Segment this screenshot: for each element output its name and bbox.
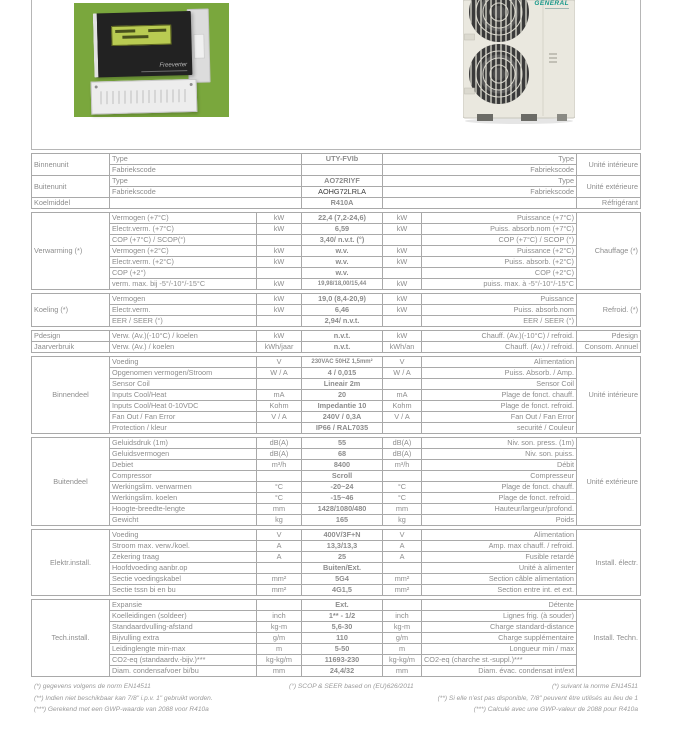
- row-value: Buiten/Ext.: [302, 563, 383, 574]
- row-unit-nl: V: [257, 530, 302, 541]
- row-label-fr: Diam. évac. condensat int/ext: [422, 666, 577, 677]
- section-label-fr: Refroid. (*): [577, 294, 641, 327]
- spec-block-identification: [31, 153, 641, 209]
- row-unit-fr: kW: [383, 305, 422, 316]
- row-label-nl: Hoogte-breedte-lengte: [110, 504, 257, 515]
- section-label-nl: Binnenunit: [32, 154, 110, 176]
- row-unit-nl: mm: [257, 666, 302, 677]
- vent-slots: [100, 89, 188, 104]
- row-label-fr: CO2-eq (charche st.-suppl.)***: [422, 655, 577, 666]
- spec-block-technical-install: [31, 599, 641, 677]
- row-value: -20~24: [302, 482, 383, 493]
- row-value: 6,46: [302, 305, 383, 316]
- footnote-text: (*) suivant la norme EN14511: [551, 683, 638, 690]
- row-label-fr: Longueur min / max: [422, 644, 577, 655]
- general-logo: GENERAL: [534, 0, 569, 7]
- row-unit-fr: kW: [383, 331, 422, 342]
- spec-tables: [31, 153, 641, 677]
- row-unit-fr: [383, 563, 422, 574]
- row-label-fr: Plage de fonct. chauff.: [422, 482, 577, 493]
- outdoor-unit-drawing: [463, 0, 575, 126]
- lcd-display: [111, 24, 172, 46]
- row-unit-fr: kg-m: [383, 622, 422, 633]
- section-label-nl: Buitendeel: [32, 438, 110, 526]
- row-label-fr: Lignes frig. (à souder): [422, 611, 577, 622]
- row-value: AO72RIYF: [302, 176, 383, 187]
- row-value: 110: [302, 633, 383, 644]
- controller-front-panel: [93, 11, 193, 78]
- freeverter-logo: Freeverter: [159, 62, 188, 69]
- row-value: 5G4: [302, 574, 383, 585]
- row-unit-nl: g/m: [257, 633, 302, 644]
- controller-device: [73, 1, 231, 119]
- sheet: [31, 0, 641, 716]
- row-value: UTY-FVIb: [302, 154, 383, 165]
- row-value: Scroll: [302, 471, 383, 482]
- footnote-text: (***) Calculé avec une GWP-valeur de 2088 pour R410a: [473, 706, 638, 713]
- spec-block-indoor-part: [31, 356, 641, 434]
- row-label-fr: Compresseur: [422, 471, 577, 482]
- row-value: [302, 165, 383, 176]
- row-unit-nl: m³/h: [257, 460, 302, 471]
- row-unit-fr: kW: [383, 294, 422, 305]
- row-value: 19,98/18,00/15,44: [302, 279, 383, 290]
- row-unit-fr: [383, 379, 422, 390]
- row-unit-fr: °C: [383, 493, 422, 504]
- row-label-fr: Niv. son. puiss.: [422, 449, 577, 460]
- row-label-fr: Amp. max chauff. / refroid.: [422, 541, 577, 552]
- row-unit-nl: kWh/jaar: [257, 342, 302, 353]
- row-label-fr: Plage de fonct. chauff.: [422, 390, 577, 401]
- row-label-fr: Puissance: [422, 294, 577, 305]
- row-unit-fr: °C: [383, 482, 422, 493]
- row-unit-fr: kWh/an: [383, 342, 422, 353]
- row-label-nl: Type: [110, 154, 302, 165]
- row-unit-fr: mm: [383, 666, 422, 677]
- section-label-fr: Install. Techn.: [577, 600, 641, 677]
- row-label-nl: EER / SEER (°): [110, 316, 257, 327]
- screw-icon: [95, 85, 98, 88]
- unit-foot: [521, 114, 537, 121]
- row-unit-nl: kW: [257, 279, 302, 290]
- row-unit-nl: [257, 563, 302, 574]
- footnote-row: [31, 693, 641, 705]
- row-unit-nl: °C: [257, 493, 302, 504]
- row-label-fr: EER / SEER (°): [422, 316, 577, 327]
- row-label-fr: Fan Out / Fan Error: [422, 412, 577, 423]
- section-label-fr: Unité extérieure: [577, 438, 641, 526]
- row-value: 22,4 (7,2-24,6): [302, 213, 383, 224]
- row-label-nl: Fabriekscode: [110, 187, 302, 198]
- footnotes: [31, 681, 641, 716]
- row-label-nl: Vermogen: [110, 294, 257, 305]
- row-unit-fr: kg: [383, 515, 422, 526]
- row-unit-nl: kW: [257, 331, 302, 342]
- row-value: Lineair 2m: [302, 379, 383, 390]
- row-label-fr: Section entre int. et ext.: [422, 585, 577, 596]
- row-unit-fr: [383, 423, 422, 434]
- row-value: 19,0 (8,4-20,9): [302, 294, 383, 305]
- row-value: w.v.: [302, 257, 383, 268]
- row-label-nl: Geluidsdruk (1m): [110, 438, 257, 449]
- row-value: AOHG72LRLA: [302, 187, 383, 198]
- row-label-nl: Voeding: [110, 530, 257, 541]
- row-label-fr: Chauff. (Av.)(-10°C) / refroid.: [422, 331, 577, 342]
- row-label-nl: Fan Out / Fan Error: [110, 412, 257, 423]
- section-label-nl: Jaarverbruik: [32, 342, 110, 353]
- row-label-fr: puiss. max. à -5°/-10°/-15°C: [422, 279, 577, 290]
- row-unit-fr: A: [383, 552, 422, 563]
- controller-terminal-box: [91, 79, 198, 115]
- row-label-fr: Fabriekscode: [383, 187, 577, 198]
- row-label-fr: securité / Couleur: [422, 423, 577, 434]
- row-label-fr: Type: [383, 154, 577, 165]
- row-unit-nl: [257, 471, 302, 482]
- row-label-nl: Fabriekscode: [110, 165, 302, 176]
- row-unit-fr: A: [383, 541, 422, 552]
- side-label-sticker: [465, 88, 475, 94]
- side-label-sticker: [465, 34, 475, 40]
- row-unit-nl: kW: [257, 246, 302, 257]
- row-value: 230VAC 50HZ 1,5mm²: [302, 357, 383, 368]
- row-label-nl: Werkingslim. koelen: [110, 493, 257, 504]
- row-label-fr: Poids: [422, 515, 577, 526]
- row-value: 68: [302, 449, 383, 460]
- row-label-fr: Puiss. absorb.nom: [422, 305, 577, 316]
- row-unit-nl: kW: [257, 294, 302, 305]
- row-value: 400V/3F+N: [302, 530, 383, 541]
- row-label-nl: Sensor Coil: [110, 379, 257, 390]
- row-unit-nl: Kohm: [257, 401, 302, 412]
- row-unit-nl: dB(A): [257, 449, 302, 460]
- row-value: 4G1,5: [302, 585, 383, 596]
- controller-side-window: [193, 34, 205, 59]
- spec-block-outdoor-part: [31, 437, 641, 526]
- row-label-nl: Verw. (Av.) / koelen: [110, 342, 257, 353]
- row-unit-nl: mm: [257, 504, 302, 515]
- row-label-nl: Geluidsvermogen: [110, 449, 257, 460]
- row-value: w.v.: [302, 246, 383, 257]
- row-value: IP66 / RAL7035: [302, 423, 383, 434]
- row-label-nl: Debiet: [110, 460, 257, 471]
- row-unit-fr: [383, 471, 422, 482]
- row-label-nl: Diam. condensafvoer bi/bu: [110, 666, 257, 677]
- row-unit-nl: kg-kg/m: [257, 655, 302, 666]
- unit-foot: [557, 114, 567, 121]
- row-unit-fr: dB(A): [383, 438, 422, 449]
- row-label-nl: Koelleidingen (soldeer): [110, 611, 257, 622]
- row-unit-nl: kW: [257, 305, 302, 316]
- row-label-fr: Plage de fonct. refroid..: [422, 493, 577, 504]
- row-label-nl: Werkingslim. verwarmen: [110, 482, 257, 493]
- row-label-fr: Puiss. absorb.nom (+7°C): [422, 224, 577, 235]
- row-value: -15~46: [302, 493, 383, 504]
- row-label-fr: Alimentation: [422, 357, 577, 368]
- row-unit-fr: inch: [383, 611, 422, 622]
- row-unit-nl: [257, 423, 302, 434]
- row-label-nl: Sectie voedingskabel: [110, 574, 257, 585]
- row-value: 13,3/13,3: [302, 541, 383, 552]
- section-label-fr: Install. électr.: [577, 530, 641, 596]
- row-label-nl: Type: [110, 176, 302, 187]
- row-unit-fr: [383, 316, 422, 327]
- row-label-fr: Section câble alimentation: [422, 574, 577, 585]
- row-unit-fr: V: [383, 357, 422, 368]
- section-label-nl: Pdesign: [32, 331, 110, 342]
- row-unit-fr: kW: [383, 257, 422, 268]
- row-unit-nl: [257, 235, 302, 246]
- row-unit-fr: [383, 235, 422, 246]
- row-label-fr: Débit: [422, 460, 577, 471]
- row-unit-nl: mm²: [257, 585, 302, 596]
- section-label-fr: Unité intérieure: [577, 357, 641, 434]
- row-label-fr: Plage de fonct. refroid.: [422, 401, 577, 412]
- row-unit-nl: kg: [257, 515, 302, 526]
- row-unit-nl: [257, 268, 302, 279]
- row-value: 3,40/ n.v.t. (°): [302, 235, 383, 246]
- row-unit-nl: kg-m: [257, 622, 302, 633]
- section-label-nl: Elektr.install.: [32, 530, 110, 596]
- row-label-nl: Leidinglengte min-max: [110, 644, 257, 655]
- row-value: 6,59: [302, 224, 383, 235]
- row-label-fr: Charge standard-distance: [422, 622, 577, 633]
- screw-icon: [190, 83, 193, 86]
- row-label-fr: Fabriekscode: [383, 165, 577, 176]
- row-unit-fr: kg-kg/m: [383, 655, 422, 666]
- row-value: 2,94/ n.v.t.: [302, 316, 383, 327]
- row-label-fr: Hauteur/largeur/profond.: [422, 504, 577, 515]
- row-label-nl: Vermogen (+7°C): [110, 213, 257, 224]
- row-value: 4 / 0,015: [302, 368, 383, 379]
- section-label-fr: Unité intérieure: [577, 154, 641, 176]
- row-label-nl: Opgenomen vermogen/Stroom: [110, 368, 257, 379]
- section-label-fr: Unité extérieure: [577, 176, 641, 198]
- row-value: 11693-230: [302, 655, 383, 666]
- row-label-nl: Zekering traag: [110, 552, 257, 563]
- row-label-nl: Inputs Cool/Heat 0-10VDC: [110, 401, 257, 412]
- row-unit-nl: W / A: [257, 368, 302, 379]
- spec-block-heating: [31, 212, 641, 290]
- row-value: w.v.: [302, 268, 383, 279]
- row-unit-fr: Kohm: [383, 401, 422, 412]
- row-value: 240V / 0,3A: [302, 412, 383, 423]
- row-label-nl: [110, 198, 302, 209]
- row-unit-nl: °C: [257, 482, 302, 493]
- section-label-nl: Binnendeel: [32, 357, 110, 434]
- product-images-panel: [31, 0, 641, 150]
- row-label-fr: Sensor Coil: [422, 379, 577, 390]
- row-label-nl: Gewicht: [110, 515, 257, 526]
- footnote-row: [31, 704, 641, 716]
- row-label-fr: Puissance (+2°C): [422, 246, 577, 257]
- row-unit-fr: kW: [383, 279, 422, 290]
- section-label-nl: Koelmiddel: [32, 198, 110, 209]
- section-label-nl: Buitenunit: [32, 176, 110, 198]
- row-unit-fr: V / A: [383, 412, 422, 423]
- row-unit-nl: m: [257, 644, 302, 655]
- lcd-text-bar: [148, 29, 166, 32]
- row-unit-fr: dB(A): [383, 449, 422, 460]
- row-unit-fr: mm²: [383, 585, 422, 596]
- row-label-nl: Protection / kleur: [110, 423, 257, 434]
- row-unit-fr: [383, 600, 422, 611]
- row-unit-nl: [257, 600, 302, 611]
- row-label-nl: Electr.verm.: [110, 305, 257, 316]
- row-label-fr: COP (+2°C): [422, 268, 577, 279]
- row-label-nl: Hoofdvoeding aanbr.op: [110, 563, 257, 574]
- row-label-nl: verm. max. bij -5°/-10°/-15°C: [110, 279, 257, 290]
- footnote-text: (°) SCOP & SEER based on (EU)626/2011: [289, 683, 414, 690]
- row-unit-fr: V: [383, 530, 422, 541]
- row-label-nl: Inputs Cool/Heat: [110, 390, 257, 401]
- row-label-nl: Sectie tssn bi en bu: [110, 585, 257, 596]
- footnote-row: [31, 681, 641, 693]
- row-value: 24,4/32: [302, 666, 383, 677]
- row-unit-nl: A: [257, 552, 302, 563]
- section-label-fr: Pdesign: [577, 331, 641, 342]
- row-label-nl: Verw. (Av.)(-10°C) / koelen: [110, 331, 257, 342]
- row-unit-fr: kW: [383, 224, 422, 235]
- unit-foot: [477, 114, 493, 121]
- spec-block-electrical-install: [31, 529, 641, 596]
- row-value: 1428/1080/480: [302, 504, 383, 515]
- footnote-text: (*) gegevens volgens de norm EN14511: [34, 683, 151, 690]
- row-label-nl: Compressor: [110, 471, 257, 482]
- row-unit-fr: kW: [383, 213, 422, 224]
- lcd-text-bar: [122, 35, 148, 38]
- lcd-text-bar: [115, 29, 135, 32]
- row-unit-nl: kW: [257, 257, 302, 268]
- row-label-nl: Electr.verm. (+2°C): [110, 257, 257, 268]
- footnote-text: (**) Si elle n'est pas disponible, 7/8" peuvent être utilisés au lieu de 1: [437, 694, 638, 702]
- row-label-fr: Puiss. Absorb. / Amp.: [422, 368, 577, 379]
- row-label-fr: Puissance (+7°C): [422, 213, 577, 224]
- row-value: n.v.t.: [302, 342, 383, 353]
- spec-block-pdesign: [31, 330, 641, 353]
- section-label-nl: Verwarming (*): [32, 213, 110, 290]
- row-label-fr: COP (+7°C) / SCOP (°): [422, 235, 577, 246]
- footnote-text: (**) Indien niet beschikbaar kan 7/8" i.p.v. 1" gebruikt worden.: [34, 694, 213, 702]
- row-label-fr: Chauff. (Av.) / refroid.: [422, 342, 577, 353]
- controller-photo: [74, 3, 229, 117]
- row-label-fr: Unité à alimenter: [422, 563, 577, 574]
- row-value: 165: [302, 515, 383, 526]
- row-value: 1** - 1/2: [302, 611, 383, 622]
- row-unit-nl: mm²: [257, 574, 302, 585]
- row-unit-nl: V: [257, 357, 302, 368]
- row-value: R410A: [302, 198, 383, 209]
- row-label-nl: CO2-eq (standaardv.-bijv.)***: [110, 655, 257, 666]
- row-unit-nl: inch: [257, 611, 302, 622]
- row-unit-fr: kW: [383, 246, 422, 257]
- row-value: Ext.: [302, 600, 383, 611]
- row-label-fr: Charge supplémentaire: [422, 633, 577, 644]
- row-label-fr: Détente: [422, 600, 577, 611]
- section-label-fr: Chauffage (*): [577, 213, 641, 290]
- row-value: 20: [302, 390, 383, 401]
- outdoor-unit-photo: [463, 0, 575, 126]
- section-label-fr: Réfrigérant: [577, 198, 641, 209]
- row-unit-fr: g/m: [383, 633, 422, 644]
- row-label-nl: Expansie: [110, 600, 257, 611]
- footnote-text: (***) Gerekend met een GWP-waarde van 2088 voor R410a: [34, 706, 209, 713]
- row-label-fr: Type: [383, 176, 577, 187]
- row-unit-nl: [257, 379, 302, 390]
- row-label-nl: Voeding: [110, 357, 257, 368]
- row-unit-fr: m: [383, 644, 422, 655]
- row-label-nl: COP (+2°): [110, 268, 257, 279]
- row-label-fr: [383, 198, 577, 209]
- row-label-nl: Bijvulling extra: [110, 633, 257, 644]
- row-unit-fr: mA: [383, 390, 422, 401]
- section-label-fr: Consom. Annuel: [577, 342, 641, 353]
- row-unit-fr: [383, 268, 422, 279]
- row-label-nl: COP (+7°C) / SCOP(°): [110, 235, 257, 246]
- row-label-nl: Stroom max. verw./koel.: [110, 541, 257, 552]
- row-value: 5,6-30: [302, 622, 383, 633]
- row-label-fr: Alimentation: [422, 530, 577, 541]
- row-unit-fr: mm²: [383, 574, 422, 585]
- spec-block-cooling: [31, 293, 641, 327]
- row-value: 5-50: [302, 644, 383, 655]
- row-label-nl: Vermogen (+2°C): [110, 246, 257, 257]
- row-value: 8400: [302, 460, 383, 471]
- section-label-nl: Koeling (*): [32, 294, 110, 327]
- row-unit-fr: W / A: [383, 368, 422, 379]
- row-unit-fr: mm: [383, 504, 422, 515]
- row-unit-nl: V / A: [257, 412, 302, 423]
- row-value: 55: [302, 438, 383, 449]
- general-logo-underline: [545, 8, 569, 9]
- row-unit-fr: m³/h: [383, 460, 422, 471]
- row-unit-nl: [257, 316, 302, 327]
- row-value: n.v.t.: [302, 331, 383, 342]
- row-label-nl: Standaardvulling-afstand: [110, 622, 257, 633]
- row-value: Impedantie 10: [302, 401, 383, 412]
- row-label-fr: Niv. son. press. (1m): [422, 438, 577, 449]
- row-unit-nl: mA: [257, 390, 302, 401]
- row-unit-nl: kW: [257, 224, 302, 235]
- row-unit-nl: kW: [257, 213, 302, 224]
- row-value: 25: [302, 552, 383, 563]
- row-unit-nl: dB(A): [257, 438, 302, 449]
- row-label-fr: Fusible retardé: [422, 552, 577, 563]
- row-unit-nl: A: [257, 541, 302, 552]
- freeverter-logo-subline: [141, 70, 187, 72]
- row-label-nl: Electr.verm. (+7°C): [110, 224, 257, 235]
- section-label-nl: Tech.install.: [32, 600, 110, 677]
- row-label-fr: Puiss. absorb. (+2°C): [422, 257, 577, 268]
